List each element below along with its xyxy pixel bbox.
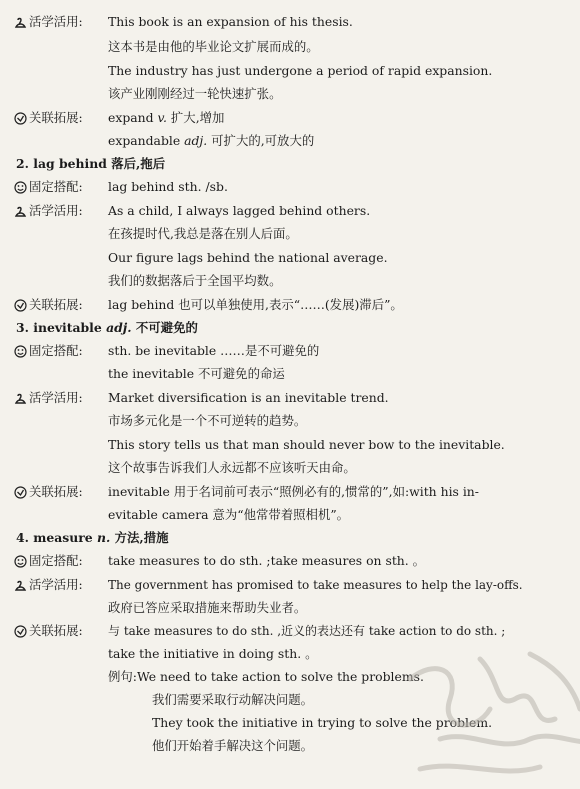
usage-label — [14, 390, 83, 406]
usage-translation: 市场多元化是一个不可逆转的趋势。 — [108, 413, 307, 428]
usage-label — [14, 14, 83, 30]
related-content: lag behind 也可以单独使用,表示“……(发展)滞后”。 — [108, 297, 403, 312]
example-sentence: They took the initiative in trying to solve the problem. — [152, 715, 493, 730]
smiley-icon — [14, 181, 27, 194]
usage-label — [14, 203, 83, 219]
label-text: 关联拓展: — [29, 297, 83, 312]
example-translation: 我们需要采取行动解决问题。 — [152, 692, 314, 707]
label-text: 固定搭配: — [29, 343, 83, 358]
label-text: 关联拓展: — [29, 484, 83, 499]
section-heading: 3. inevitable adj. 不可避免的 — [16, 320, 198, 335]
fixed-label — [14, 179, 83, 195]
label-text: 活学活用: — [29, 14, 83, 29]
related-label — [14, 623, 83, 639]
usage-sentence: Market diversification is an inevitable trend. — [108, 390, 389, 405]
usage-translation: 在孩提时代,我总是落在别人后面。 — [108, 226, 298, 241]
related-content: 与 take measures to do sth. ,近义的表达还有 take action to do sth. ; — [108, 624, 506, 638]
usage-translation: 政府已答应采取措施来帮助失业者。 — [108, 600, 307, 615]
usage-translation: 这个故事告诉我们人永远都不应该听天由命。 — [108, 460, 356, 475]
label-text: 固定搭配: — [29, 179, 83, 194]
fixed-label — [14, 553, 83, 569]
section-heading: 2. lag behind 落后,拖后 — [16, 156, 166, 171]
related-content: expandable adj. 可扩大的,可放大的 — [108, 133, 315, 148]
circle-pointer-icon — [14, 625, 27, 638]
related-content: evitable camera 意为“他常带着照相机”。 — [108, 507, 350, 522]
swan-icon — [14, 579, 27, 592]
example-row — [108, 669, 424, 685]
usage-sentence: The industry has just undergone a period of rapid expansion. — [108, 63, 493, 78]
circle-pointer-icon — [14, 112, 27, 125]
smiley-icon — [14, 555, 27, 568]
circle-pointer-icon — [14, 486, 27, 499]
usage-translation: 该产业刚刚经过一轮快速扩张。 — [108, 86, 282, 101]
usage-sentence: Our figure lags behind the national average. — [108, 250, 388, 265]
fixed-content: lag behind sth. /sb. — [108, 179, 228, 194]
example-sentence: We need to take action to solve the problems. — [136, 669, 424, 684]
example-label: 例句: — [108, 669, 137, 684]
fixed-content: take measures to do sth. ;take measures on sth. 。 — [108, 553, 426, 568]
swan-icon — [14, 16, 27, 29]
related-content: expand v. 扩大,增加 — [108, 110, 225, 125]
label-text: 固定搭配: — [29, 553, 83, 568]
usage-sentence: This book is an expansion of his thesis. — [108, 14, 353, 29]
related-label — [14, 484, 83, 500]
related-content: inevitable 用于名词前可表示“照例必有的,惯常的”,如:with his in- — [108, 484, 479, 499]
circle-pointer-icon — [14, 299, 27, 312]
swan-icon — [14, 392, 27, 405]
fixed-content: sth. be inevitable ……是不可避免的 — [108, 343, 320, 358]
usage-translation: 我们的数据落后于全国平均数。 — [108, 273, 282, 288]
smiley-icon — [14, 345, 27, 358]
related-label — [14, 297, 83, 313]
related-label — [14, 110, 83, 126]
section-heading: 4. measure n. 方法,措施 — [16, 530, 169, 545]
label-text: 活学活用: — [29, 203, 83, 218]
fixed-content: the inevitable 不可避免的命运 — [108, 366, 285, 381]
fixed-label — [14, 343, 83, 359]
label-text: 活学活用: — [29, 577, 83, 592]
related-content: take the initiative in doing sth. 。 — [108, 646, 318, 661]
swan-icon — [14, 205, 27, 218]
example-translation: 他们开始着手解决这个问题。 — [152, 738, 314, 753]
label-text: 关联拓展: — [29, 110, 83, 125]
usage-sentence: The government has promised to take measures to help the lay-offs. — [108, 578, 523, 592]
label-text: 关联拓展: — [29, 623, 83, 638]
usage-translation: 这本书是由他的毕业论文扩展而成的。 — [108, 39, 319, 54]
usage-sentence: As a child, I always lagged behind others. — [108, 203, 371, 218]
calligraphy-watermark — [380, 639, 580, 789]
usage-label — [14, 577, 83, 593]
usage-sentence: This story tells us that man should never bow to the inevitable. — [108, 437, 505, 452]
label-text: 活学活用: — [29, 390, 83, 405]
